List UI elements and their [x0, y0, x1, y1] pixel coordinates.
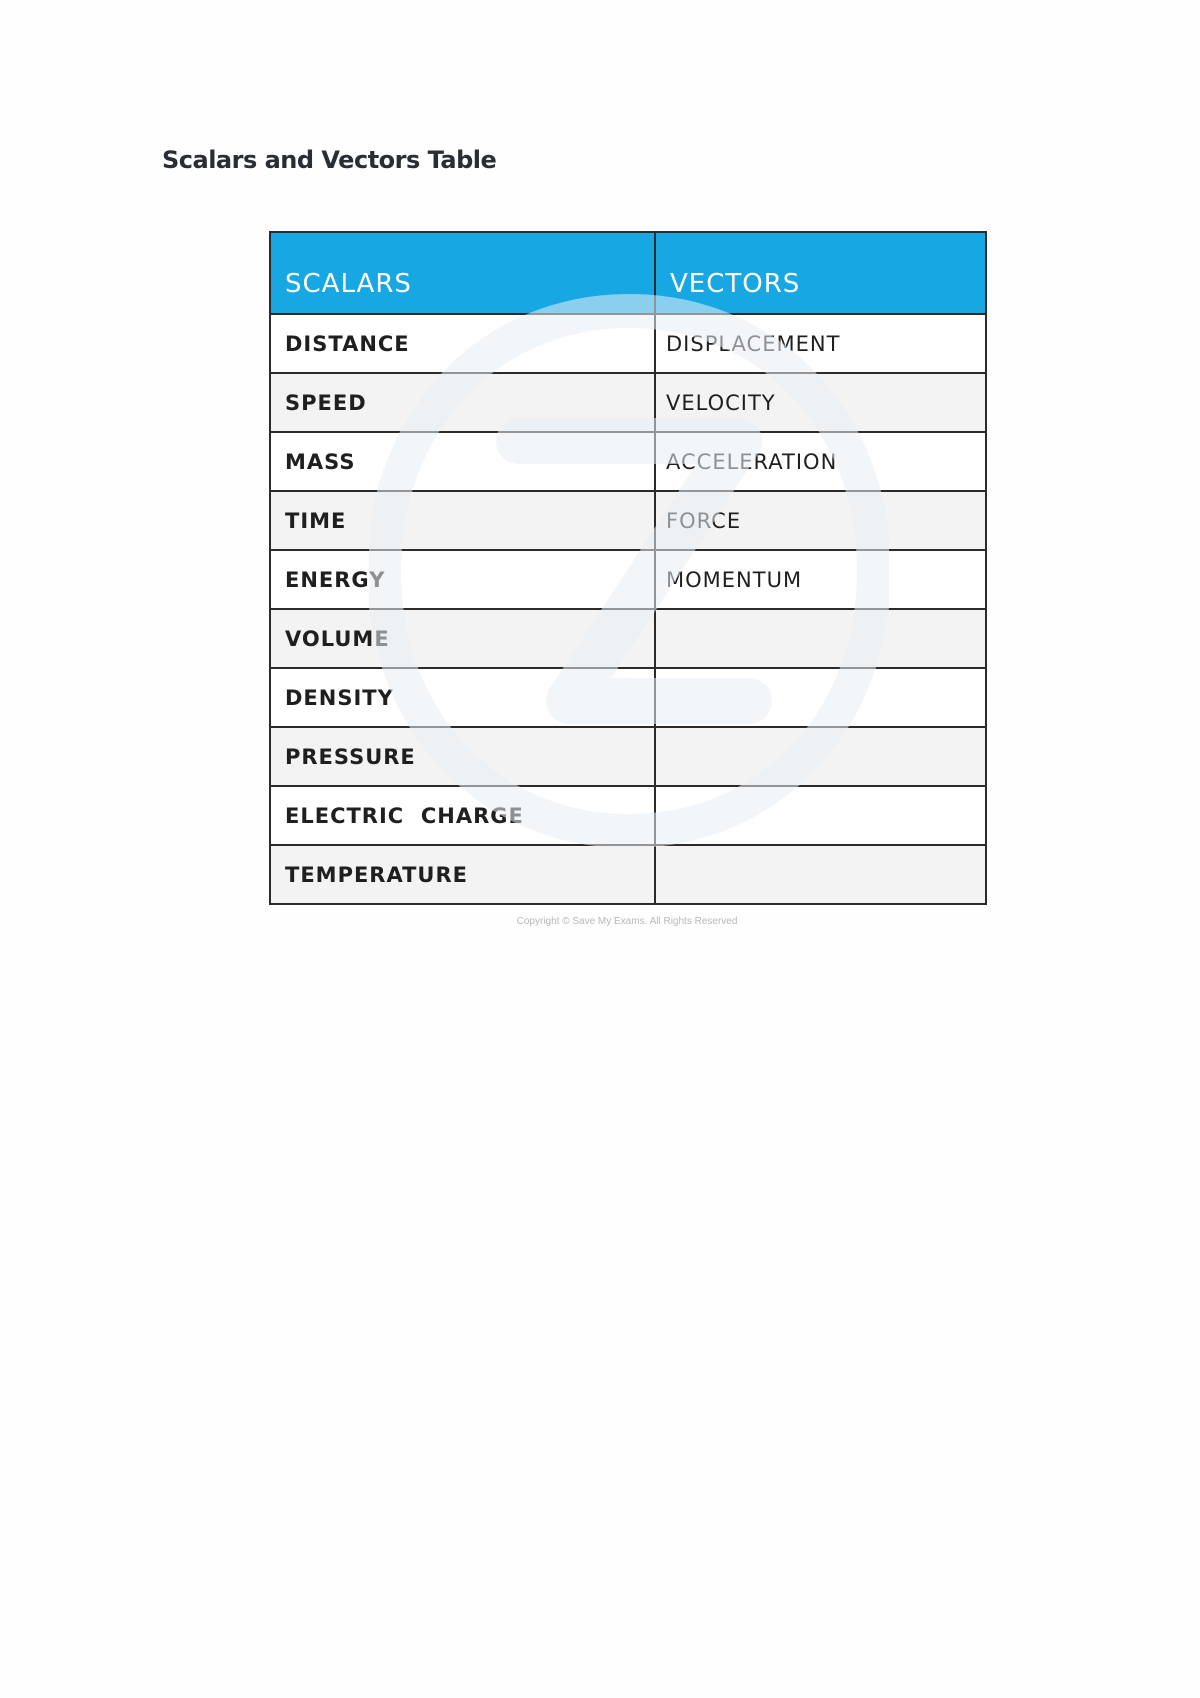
vector-cell: MOMENTUM [655, 550, 986, 609]
scalar-cell: MASS [270, 432, 655, 491]
table-row [270, 668, 986, 727]
vector-cell [655, 786, 986, 845]
table-row [270, 373, 986, 432]
scalar-cell: TIME [270, 491, 655, 550]
table-row [270, 550, 986, 609]
table-row [270, 786, 986, 845]
scalar-cell: DENSITY [270, 668, 655, 727]
vectors-header: VECTORS [655, 232, 986, 314]
vector-cell: VELOCITY [655, 373, 986, 432]
scalar-cell: SPEED [270, 373, 655, 432]
scalar-cell: ENERGY [270, 550, 655, 609]
vector-cell [655, 727, 986, 786]
table-row [270, 491, 986, 550]
copyright-notice: Copyright © Save My Exams. All Rights Reserved [516, 916, 738, 927]
scalar-cell: ELECTRIC CHARGE [270, 786, 655, 845]
vector-cell [655, 668, 986, 727]
scalar-cell: VOLUME [270, 609, 655, 668]
table-row [270, 432, 986, 491]
scalar-cell: DISTANCE [270, 314, 655, 373]
scalar-cell: TEMPERATURE [270, 845, 655, 904]
scalars-vectors-figure [269, 231, 985, 927]
table-row [270, 727, 986, 786]
vector-cell: DISPLACEMENT [655, 314, 986, 373]
scalars-header: SCALARS [270, 232, 655, 314]
table-row [270, 314, 986, 373]
vector-cell [655, 609, 986, 668]
table-row [270, 845, 986, 904]
scalars-vectors-table [269, 231, 987, 905]
vector-cell: FORCE [655, 491, 986, 550]
table-row [270, 609, 986, 668]
vector-cell [655, 845, 986, 904]
table-header-row [270, 232, 986, 314]
vector-cell: ACCELERATION [655, 432, 986, 491]
page-title: Scalars and Vectors Table [162, 146, 497, 174]
scalar-cell: PRESSURE [270, 727, 655, 786]
